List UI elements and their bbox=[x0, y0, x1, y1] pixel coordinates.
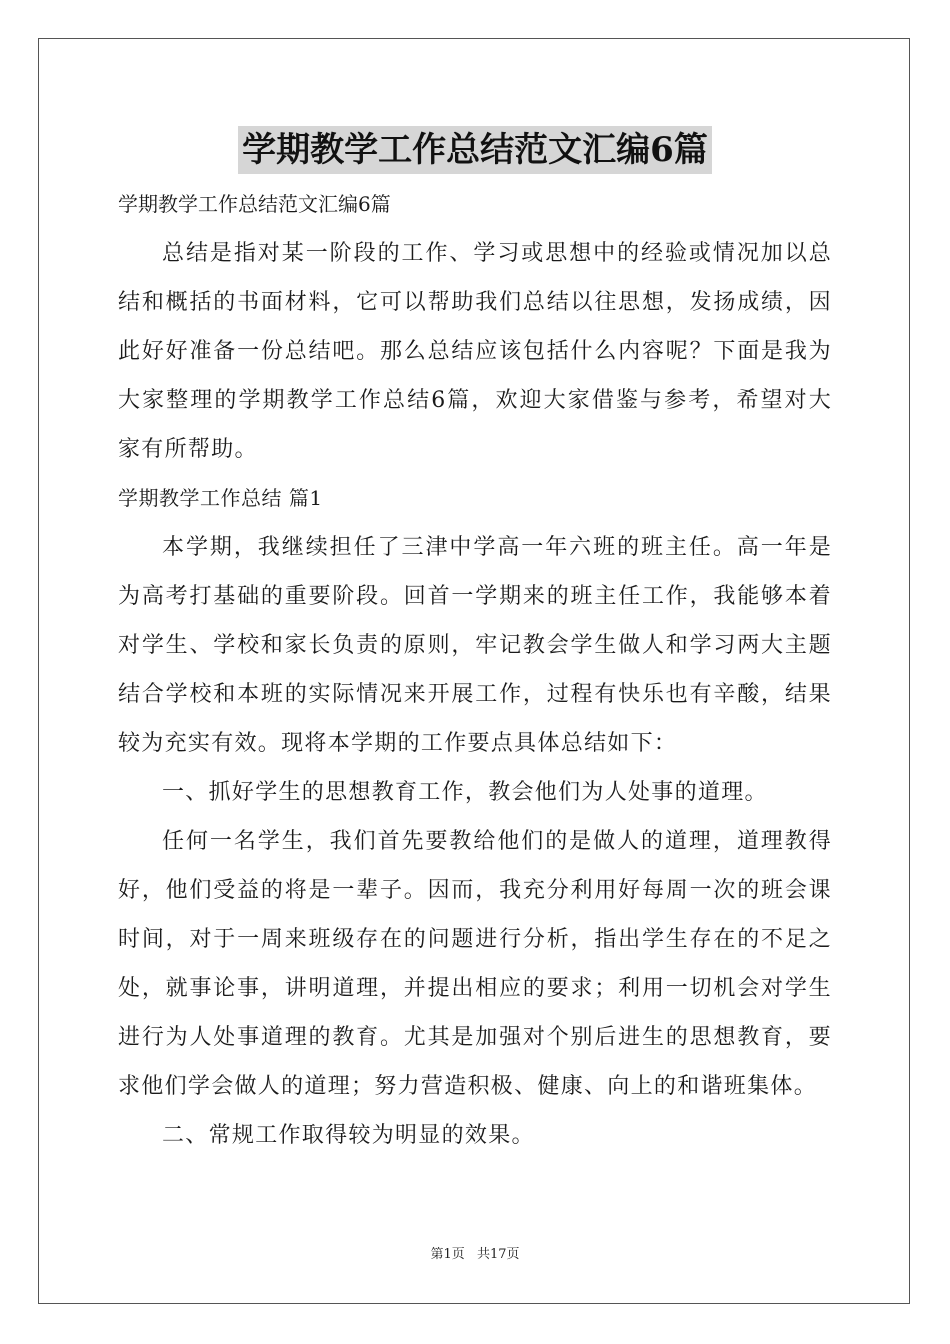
section-heading: 学期教学工作总结 篇1 bbox=[118, 486, 323, 510]
page-number-total: 共17页 bbox=[476, 1247, 520, 1262]
page-footer bbox=[0, 1246, 950, 1264]
body-paragraph-1: 本学期，我继续担任了三津中学高一年六班的班主任。高一年是为高考打基础的重要阶段。回首一学期来的班主任工作，我能够本着对学生、学校和家长负责的原则，牢记教会学生做人和学习两大主题结合学校和本班的实际情况来开展工作，过程有快乐也有辛酸，结果较为充实有效。现将本学期的工作要点具体总结如下： bbox=[118, 535, 832, 756]
body-paragraph-3: 任何一名学生，我们首先要教给他们的是做人的道理，道理教得好，他们受益的将是一辈子。因而，我充分利用好每周一次的班会课时间，对于一周来班级存在的问题进行分析，指出学生存在的不足之处，就事论事，讲明道理，并提出相应的要求；利用一切机会对学生进行为人处事道理的教育。尤其是加强对个别后进生的思想教育，要求他们学会做人的道理；努力营造积极、健康、向上的和谐班集体。 bbox=[118, 829, 832, 1099]
body-paragraph-4: 二、常规工作取得较为明显的效果。 bbox=[162, 1123, 535, 1148]
title-container bbox=[0, 126, 950, 174]
body-paragraph-2: 一、抓好学生的思想教育工作，教会他们为人处事的道理。 bbox=[162, 780, 768, 805]
document-subtitle: 学期教学工作总结范文汇编6篇 bbox=[118, 192, 391, 216]
page-number-current: 第1页 bbox=[430, 1247, 465, 1262]
document-body bbox=[118, 180, 832, 1160]
intro-paragraph: 总结是指对某一阶段的工作、学习或思想中的经验或情况加以总结和概括的书面材料，它可以帮助我们总结以往思想，发扬成绩，因此好好准备一份总结吧。那么总结应该包括什么内容呢？下面是我为大家整理的学期教学工作总结6篇，欢迎大家借鉴与参考，希望对大家有所帮助。 bbox=[118, 241, 832, 462]
document-title: 学期教学工作总结范文汇编6篇 bbox=[238, 126, 712, 174]
